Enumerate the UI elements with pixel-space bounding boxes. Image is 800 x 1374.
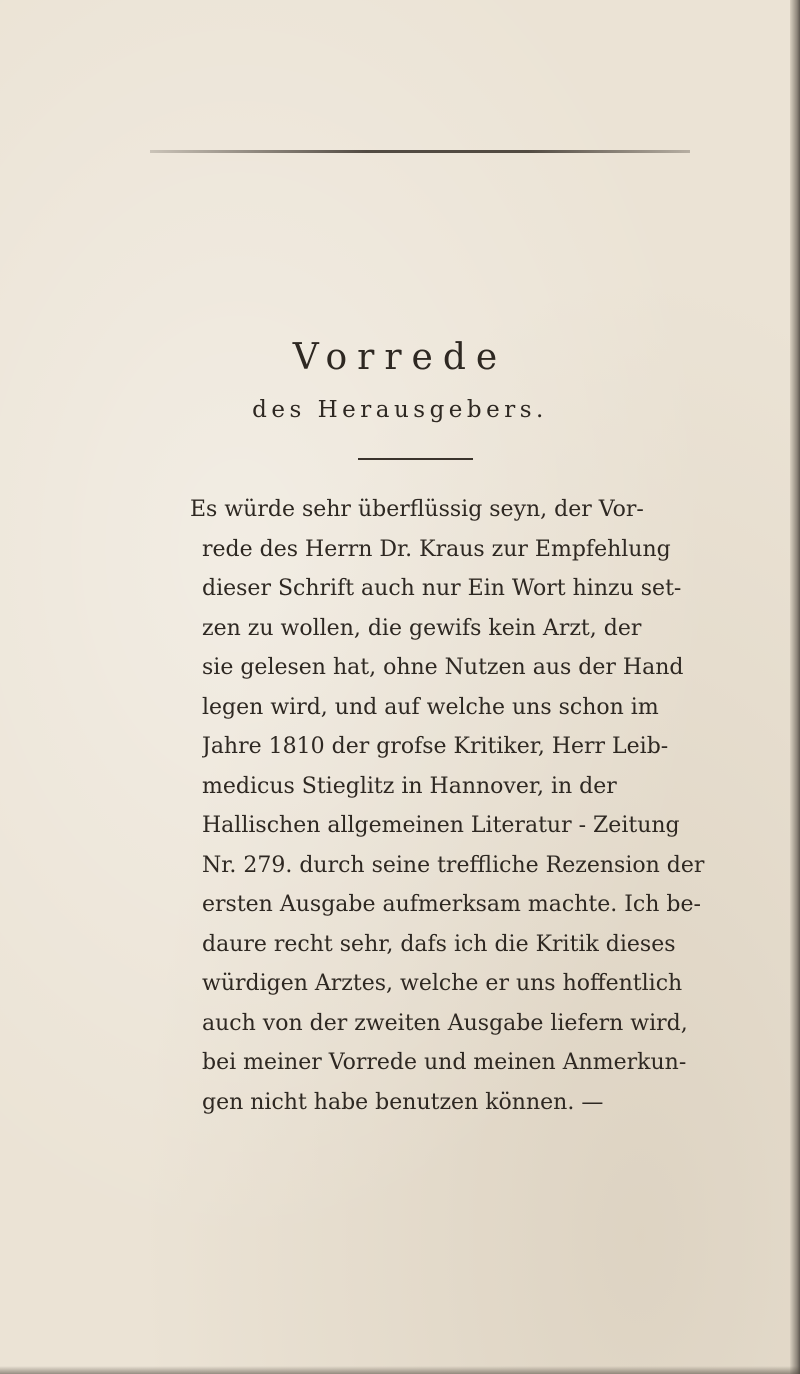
text-line: sie gelesen hat, ohne Nutzen aus der Hand <box>202 655 684 680</box>
preface-paragraph <box>190 490 722 1122</box>
page-bottom-shadow <box>0 1366 800 1374</box>
text-line: Jahre 1810 der grofse Kritiker, Herr Leib- <box>202 734 669 759</box>
text-line: daure recht sehr, dafs ich die Kritik dieses <box>202 931 676 957</box>
text-line: zen zu wollen, die gewifs kein Arzt, der <box>202 615 642 641</box>
header-rule <box>150 150 690 153</box>
text-line: gen nicht habe benutzen können. — <box>202 1089 604 1115</box>
text-line: bei meiner Vorrede und meinen Anmerkun- <box>202 1050 687 1075</box>
text-line: legen wird, und auf welche uns schon im <box>202 694 659 720</box>
text-line: rede des Herrn Dr. Kraus zur Empfehlung <box>202 536 671 562</box>
text-line: ersten Ausgabe aufmerksam machte. Ich be- <box>202 892 701 917</box>
text-line: auch von der zweiten Ausgabe liefern wird, <box>202 1010 688 1036</box>
text-line: Es würde sehr überflüssig seyn, der Vor- <box>190 497 644 522</box>
page-edge-shadow <box>790 0 800 1374</box>
title-divider <box>358 458 473 460</box>
text-line: Hallischen allgemeinen Literatur - Zeitung <box>202 813 680 838</box>
text-line: Nr. 279. durch seine treffliche Rezension der <box>202 852 705 878</box>
page-subtitle: des Herausgebers. <box>252 397 548 423</box>
text-line: würdigen Arztes, welche er uns hoffentlich <box>202 971 683 996</box>
text-line: dieser Schrift auch nur Ein Wort hinzu set- <box>202 576 682 601</box>
page-title: Vorrede <box>292 337 508 378</box>
text-line: medicus Stieglitz in Hannover, in der <box>202 773 617 799</box>
